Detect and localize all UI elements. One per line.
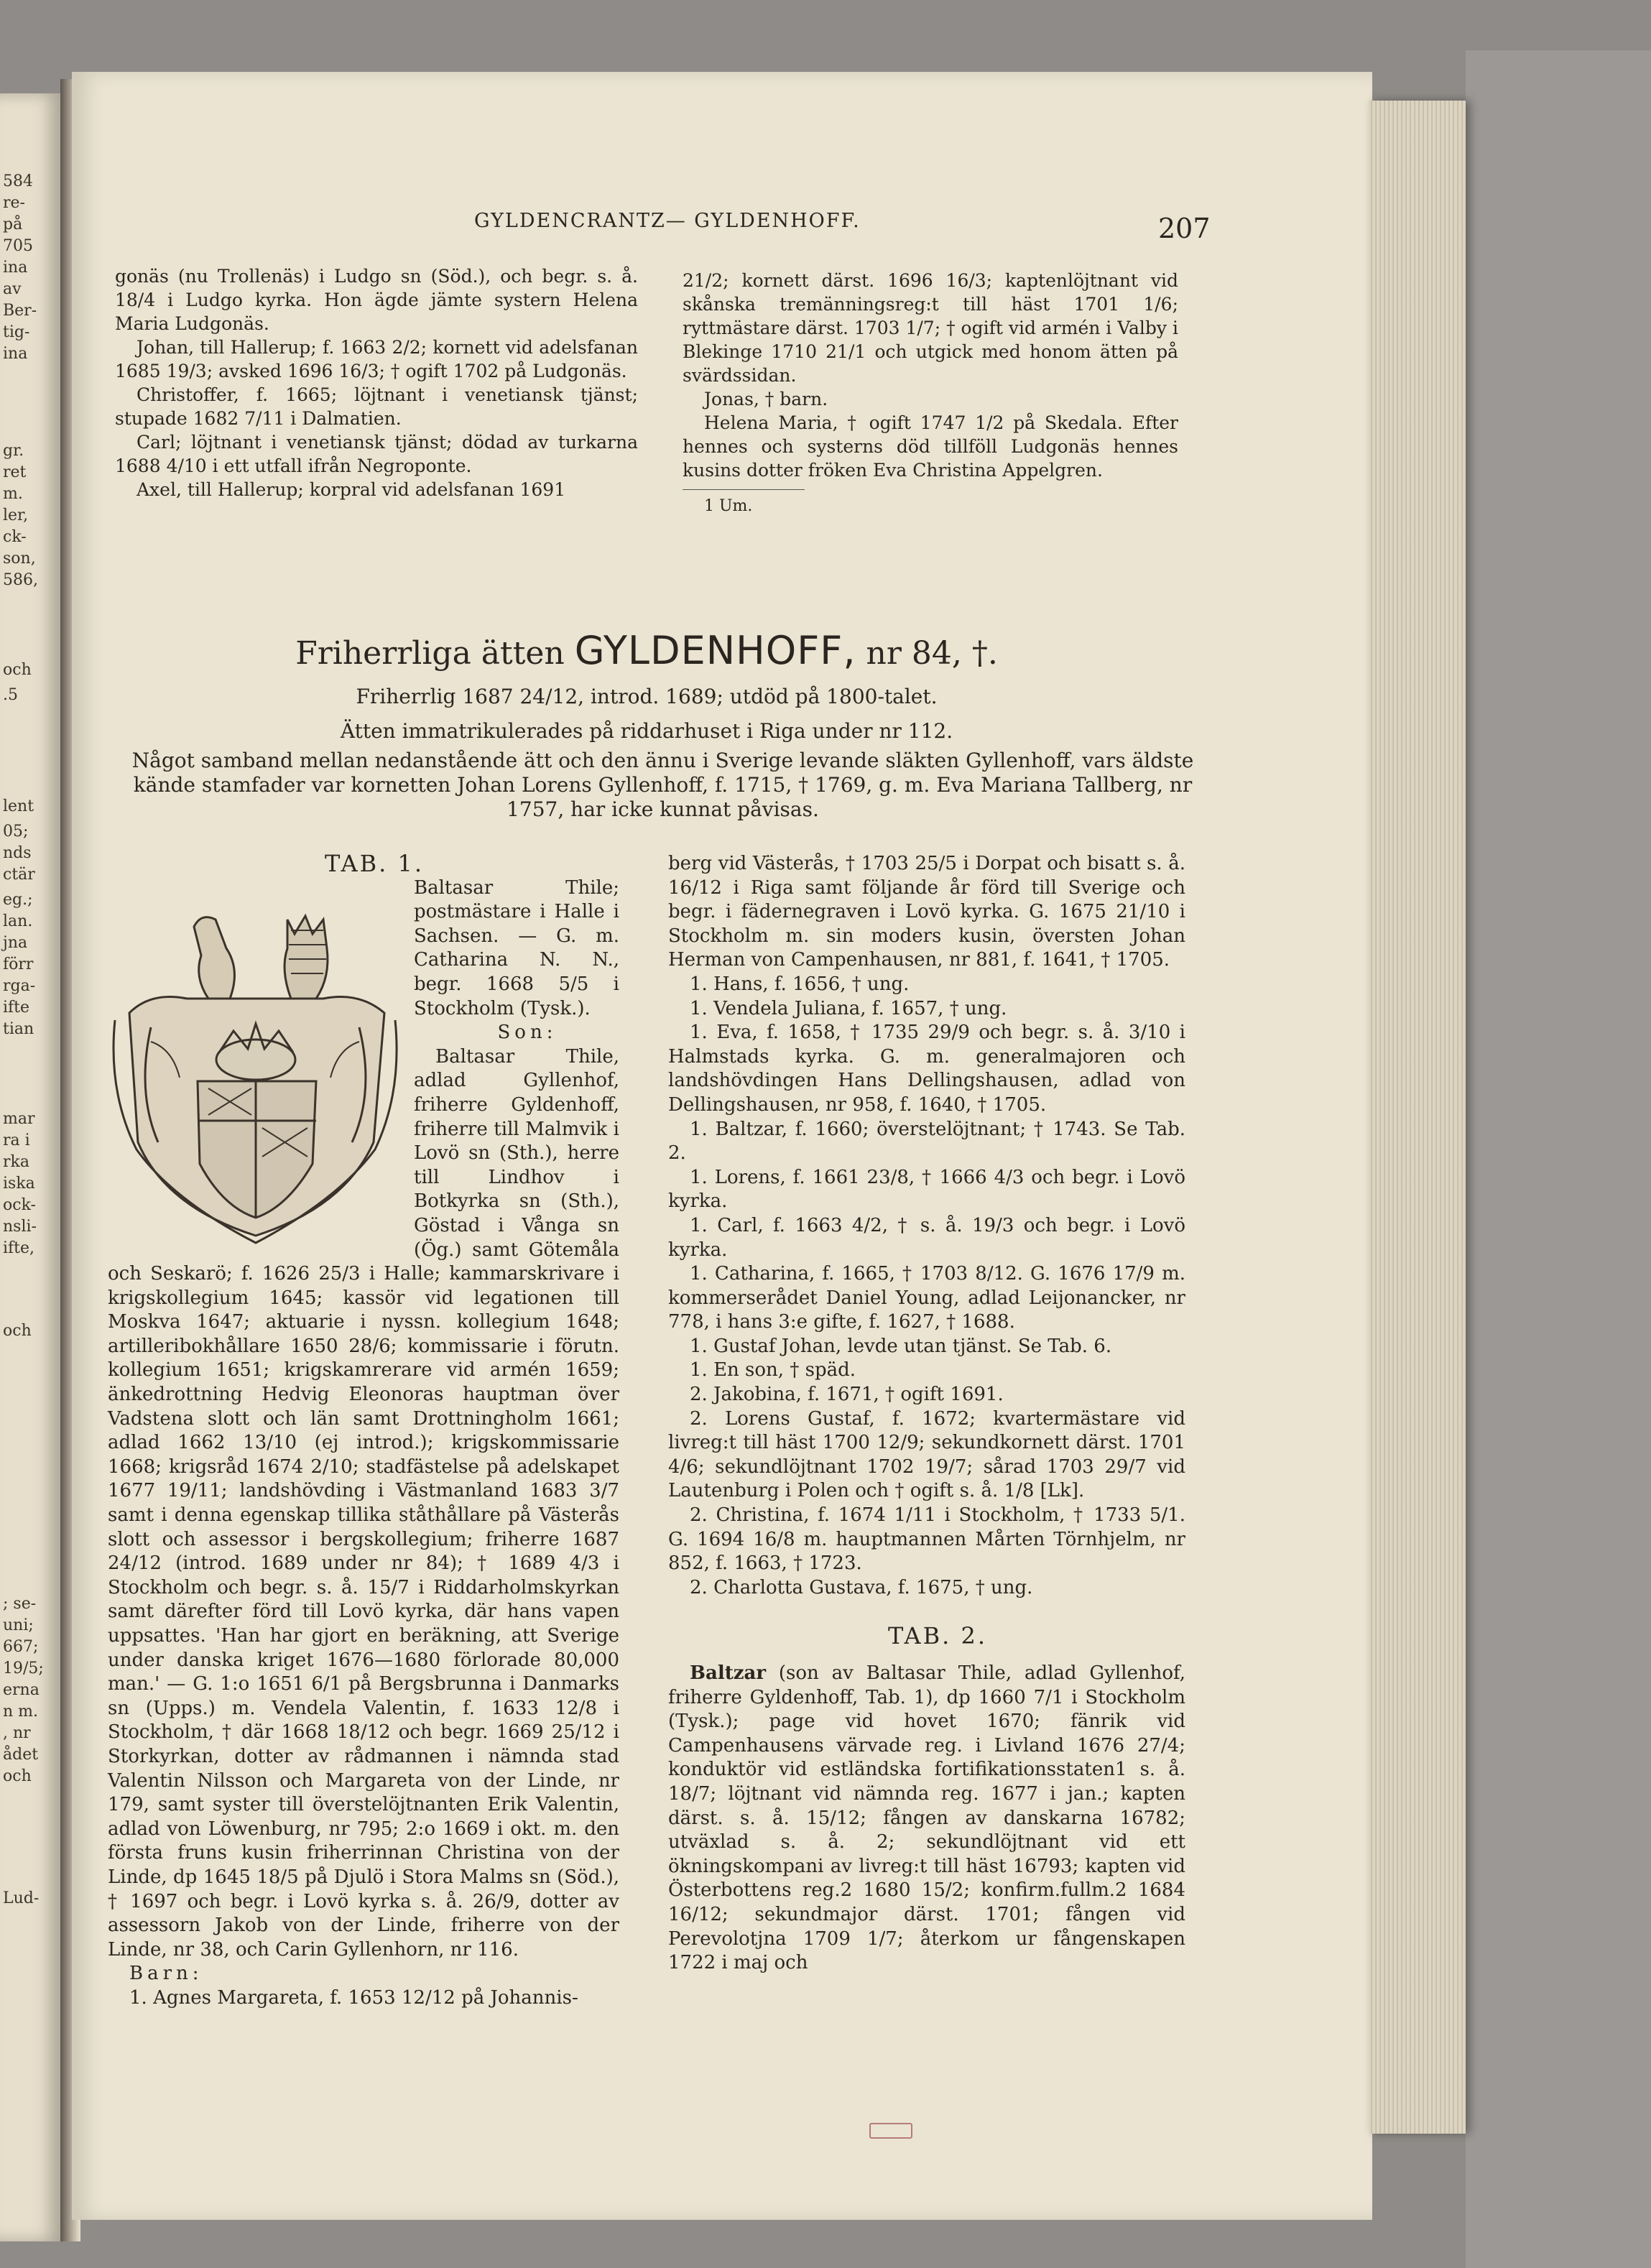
tab2-text: (son av Baltasar Thile, adlad Gyllenhof, friherre Gyldenhoff, Tab. 1), dp 1660 7/1 i Stockholm (Tysk.); page vid hovet 1670; fänrik vid Campenhausens värvade reg. i Livland 1676 27/4; konduktör vid estländska fortifikationsstaten1 s. å. 18/7; löjtnant vid nämnda reg. 1677 i jan.; kapten därst. s. å. 15/12; fången av danskarna 16782; utväxlad s. å. 2; sekundlöjtnant vid ett ökningskompani av livreg:t till häst 16793; kapten vid Österbottens reg.2 1680 15/2; konfirm.fullm.2 1684 16/12; sekundmajor därst. 1701; fången vid Perevolotjna 1709 1/7; återkom ur fångenskapen 1722 i maj och <box>668 1662 1185 1974</box>
child-entry: 1. Gustaf Johan, levde utan tjänst. Se Tab. 6. <box>690 1335 1112 1357</box>
left-page-fragment: son, <box>3 550 36 568</box>
title-prefix: Friherrliga ätten <box>295 635 565 672</box>
left-page-fragment: ina <box>3 345 28 363</box>
child-entry: 1. Vendela Juliana, f. 1657, † ung. <box>690 997 1007 1019</box>
left-page-fragment: 19/5; <box>3 1660 44 1677</box>
left-page-fragment: och <box>3 1322 32 1340</box>
left-page-fragment: lent <box>3 797 34 815</box>
section-title-block <box>108 628 1185 746</box>
left-page-fragment: ret <box>3 463 27 481</box>
left-page-fragment: nsli- <box>3 1218 37 1236</box>
left-page-fragment: ifte <box>3 999 30 1017</box>
left-page-fragment: 705 <box>3 237 33 255</box>
child-entry: berg vid Västerås, † 1703 25/5 i Dorpat och bisatt s. å. 16/12 i Riga samt följande år förd till Sverige och begr. i fädernegraven i Lovö kyrka. G. 1675 21/10 i Stockholm m. sin moders kusin, översten Johan Herman von Campenhausen, nr 881, f. 1641, † 1705. <box>668 853 1185 971</box>
left-page-fragment: förr <box>3 955 34 973</box>
child-entry: 2. Jakobina, f. 1671, † ogift 1691. <box>690 1384 1004 1406</box>
left-page-fragment: ck- <box>3 528 27 546</box>
left-page-fragment: 667; <box>3 1638 39 1656</box>
left-page-fragment: tig- <box>3 323 30 341</box>
left-page-fragment: n m. <box>3 1703 39 1721</box>
left-page-fragment: ock- <box>3 1196 36 1214</box>
left-page-fragment: iska <box>3 1175 35 1193</box>
child-entry: 1. Baltzar, f. 1660; överstelöjtnant; † 1743. Se Tab. 2. <box>668 1118 1185 1165</box>
left-page-fragment: och <box>3 661 32 679</box>
left-page-fragment: re- <box>3 194 25 212</box>
left-page-fragment: jna <box>3 934 28 952</box>
barn-heading: Barn: <box>129 1963 203 1985</box>
child-entry: 1. Lorens, f. 1661 23/8, † 1666 4/3 och begr. i Lovö kyrka. <box>668 1166 1185 1213</box>
intro-paragraph: Något samband mellan nedanstående ätt och den ännu i Sverige levande släkten Gyllenhoff, vars äldste kände stamfader var kornetten Johan Lorens Gyllenhoff, f. 1715, † 1769, g. m. Eva Mariana Tallberg, nr 1757, har icke kunnat påvisas. <box>131 749 1194 821</box>
paragraph: Jonas, † barn. <box>704 389 828 409</box>
left-page-fragment: av <box>3 280 22 298</box>
subtitle-riga: Ätten immatrikulerades på riddarhuset i Riga under nr 112. <box>340 719 953 743</box>
child-entry: 1. Hans, f. 1656, † ung. <box>690 973 910 995</box>
left-page-fragment: ler, <box>3 506 29 524</box>
tab1-column <box>108 852 619 2011</box>
page-number: 207 <box>1158 213 1211 244</box>
running-head: GYLDENCRANTZ— GYLDENHOFF. <box>474 210 861 232</box>
child-entry: 1. Carl, f. 1663 4/2, † s. å. 19/3 och begr. i Lovö kyrka. <box>668 1214 1185 1261</box>
left-page-fragment: ; se- <box>3 1595 37 1613</box>
left-page-fragment: , nr <box>3 1724 31 1742</box>
left-page-fragment: m. <box>3 485 23 503</box>
child-entry: 2. Lorens Gustaf, f. 1672; kvartermästare vid livreg:t till häst 1700 12/9; sekundkornett därst. 1701 4/6; sekundlöjtnant 1702 19/7; sårad 1703 29/7 vid Lautenburg i Polen och † ogift s. å. 1/8 [Lk]. <box>668 1407 1185 1502</box>
son-heading: Son: <box>497 1022 558 1044</box>
family-name: GYLDENHOFF, <box>574 628 856 673</box>
library-stamp <box>869 2123 912 2139</box>
child-entry: 1. Eva, f. 1658, † 1735 29/9 och begr. s. å. 3/10 i Halmstads kyrka. G. m. generalmajoren och landshövdingen Hans Dellingshausen, adlad von Dellingshausen, nr 958, f. 1640, † 1705. <box>668 1022 1185 1116</box>
child-entry: 2. Charlotta Gustava, f. 1675, † ung. <box>690 1576 1033 1598</box>
left-page-fragment: Ber- <box>3 302 37 320</box>
paragraph: Carl; löjtnant i venetiansk tjänst; dödad av turkarna 1688 4/10 i ett utfall ifrån Negroponte. <box>115 432 638 476</box>
paragraph: Axel, till Hallerup; korpral vid adelsfanan 1691 <box>137 479 566 500</box>
son-entry: Baltasar Thile, adlad Gyllenhof, friherre Gyldenhoff, friherre till Malmvik i Lovö sn (Sth.), herre till Lindhov i Botkyrka sn (Sth.), Göstad i Vånga sn (Ög.) samt Götemåla och Seskarö; f. 1626 25/3 i Halle; kammarskrivare i krigskollegium 1645; kassör vid legationen till Moskva 1647; aktuarie i nyssn. kollegium 1648; artilleribokhållare 1650 28/6; kommissarie i förutn. kollegium 1651; krigskamrerare vid armén 1659; änkedrottning Hedvig Eleonoras hauptman över Vadstena slott och län samt Drottningholm 1661; adlad 1662 13/10 (ej introd.); krigskommissarie 1668; krigsråd 1674 2/10; stadfästelse på adelskapet 1677 19/11; landshövding i Västmanland 1683 3/7 samt i denna egenskap tillika ståthållare på Västerås slott och assessor i bergskollegium; friherre 1687 24/12 (introd. 1689 under nr 84); † 1689 4/3 i Stockholm och begr. s. å. 15/7 i Riddarholmskyrkan samt därefter förd till Lovö kyrka, där hans vapen uppsattes. 'Han har gjort en beräkning, att Sverige under danska kriget 1676—1680 förlorade 80,000 man.' — G. 1:o 1651 6/1 på Bergsbrunna i Danmarks sn (Upps.) m. Vendela Valentin, f. 1633 12/8 i Stockholm, † där 1668 18/12 och begr. 1669 25/12 i Storkyrkan, dotter av rådmannen i nämnda stad Valentin Nilsson och Margareta von der Linde, nr 179, samt syster till överstelöjtnanten Erik Valentin, adlad von Löwenburg, nr 795; 2:o 1669 i okt. m. den första fruns kusin friherrinnan Christina von der Linde, dp 1645 18/5 på Djulö i Stora Malms sn (Söd.), † 1697 och begr. i Lovö kyrka s. å. 26/9, dotter av assessorn Jakob von der Linde, friherre von der Linde, nr 38, och Carin Gyllenhorn, nr 116. <box>108 1045 619 1961</box>
top-left-column <box>115 264 638 501</box>
paragraph: 21/2; kornett därst. 1696 16/3; kaptenlöjtnant vid skånska tremänningsreg:t till häst 1701 1/6; ryttmästare därst. 1703 1/7; † ogift vid armén i Valby i Blekinge 1710 21/1 och utgick med honom ätten på svärdssidan. <box>683 270 1178 386</box>
subtitle: Friherrlig 1687 24/12, introd. 1689; utdöd på 1800-talet. <box>356 685 938 708</box>
left-page-fragment: nds <box>3 844 32 862</box>
left-page-fragment: på <box>3 216 23 233</box>
tab1-heading: TAB. 1. <box>324 850 425 877</box>
coat-of-arms-image <box>108 905 404 1246</box>
paragraph: Johan, till Hallerup; f. 1663 2/2; kornett vid adelsfanan 1685 19/3; avsked 1696 16/3; † ogift 1702 på Ludgonäs. <box>115 337 638 381</box>
left-page-fragment: 584 <box>3 172 33 190</box>
tab2-name: Baltzar <box>690 1662 767 1684</box>
left-page-fragment: .5 <box>3 686 18 704</box>
left-page-fragment: lan. <box>3 912 33 930</box>
left-page-fragment: ifte, <box>3 1239 35 1257</box>
left-page-fragment: uni; <box>3 1616 34 1634</box>
tab2-heading: TAB. 2. <box>887 1622 988 1650</box>
paragraph: gonäs (nu Trollenäs) i Ludgo sn (Söd.), och begr. s. å. 18/4 i Ludgo kyrka. Hon ägde jämte systern Helena Maria Ludgonäs. <box>115 266 638 334</box>
paragraph: Helena Maria, † ogift 1747 1/2 på Skedala. Efter hennes och systerns död tillföll Ludgonäs hennes kusins dotter fröken Eva Christina Appelgren. <box>683 412 1178 481</box>
left-page-fragment: gr. <box>3 442 24 460</box>
left-page-edge <box>0 93 63 2241</box>
child-entry: 1. Catharina, f. 1665, † 1703 8/12. G. 1676 17/9 m. kommerserådet Daniel Young, adlad Leijonancker, nr 778, i hans 3:e gifte, f. 1627, † 1688. <box>668 1263 1185 1333</box>
child-entry: 2. Christina, f. 1674 1/11 i Stockholm, † 1733 5/1. G. 1694 16/8 m. hauptmannen Mårten Törnhjelm, nr 852, f. 1663, † 1723. <box>668 1504 1185 1575</box>
footnote-rule <box>683 489 805 490</box>
footnote: 1 Um. <box>704 497 753 515</box>
right-column <box>668 852 1185 1976</box>
left-page-fragment: och <box>3 1767 32 1785</box>
tab2-entry <box>668 1662 1185 1976</box>
section-title <box>108 628 1185 674</box>
left-page-fragment: rka <box>3 1153 29 1171</box>
left-page-fragment: ctär <box>3 866 35 884</box>
left-page-fragment: rga- <box>3 977 36 995</box>
top-right-column <box>683 269 1178 518</box>
title-suffix: nr 84, †. <box>866 635 998 672</box>
left-page-fragment: mar <box>3 1110 35 1128</box>
left-page-fragment: erna <box>3 1681 40 1699</box>
left-page-fragment: 05; <box>3 823 29 841</box>
left-page-fragment: eg.; <box>3 891 33 909</box>
left-page-fragment: Lud- <box>3 1889 40 1907</box>
page-edges <box>1369 101 1466 2134</box>
left-page-fragment: tian <box>3 1020 34 1038</box>
paragraph: Christoffer, f. 1665; löjtnant i venetiansk tjänst; stupade 1682 7/11 i Dalmatien. <box>115 384 638 429</box>
left-page-fragment: ina <box>3 259 28 277</box>
left-page-fragment: ådet <box>3 1746 39 1764</box>
father-text: Baltasar Thile; postmästare i Halle i Sachsen. — G. m. Catharina N. N., begr. 1668 5/5 i Stockholm (Tysk.). <box>414 876 619 1019</box>
book-cover <box>1466 50 1651 2268</box>
child-entry: 1. En son, † späd. <box>690 1359 856 1381</box>
left-page-fragment: ra i <box>3 1131 30 1149</box>
child-entry: 1. Agnes Margareta, f. 1653 12/12 på Johannis- <box>129 1986 578 2009</box>
spacer <box>668 1600 1185 1624</box>
left-page-fragment: 586, <box>3 571 38 589</box>
